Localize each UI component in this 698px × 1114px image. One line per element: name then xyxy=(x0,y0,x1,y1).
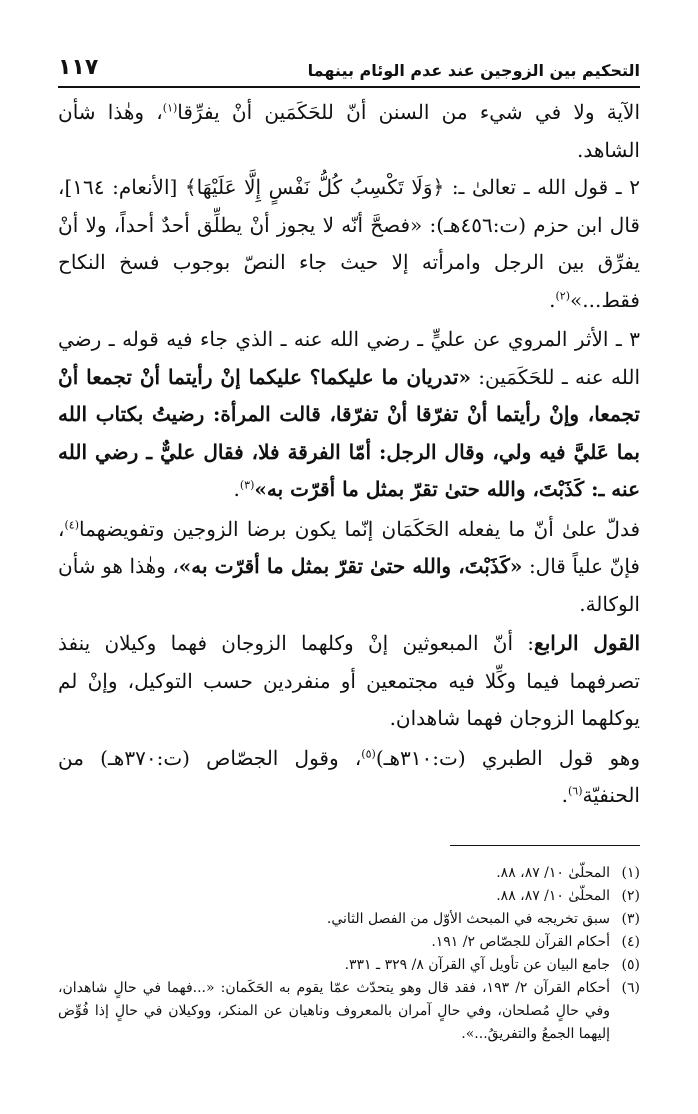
footnote-ref: (٢) xyxy=(555,288,571,302)
footnote: (١) المحلّىٰ ١٠/ ٨٧، ٨٨. xyxy=(496,864,640,881)
paragraph-1: الآية ولا في شيء من السنن أنّ للحَكَمَين أنْ يفرِّقا$^{(١)}$، وهٰذا شأن الشاهد. xyxy=(58,100,640,162)
footnote-ref: (١) xyxy=(162,101,178,115)
paragraph-4: فدلّ علىٰ أنّ ما يفعله الحَكَمَان إنّما يكون برضا الزوجين وتفويضهما$^{(٤)}$، فإنّ علياً قال: «كَذَبْتَ، والله حتىٰ تقرّ بمثل ما أقرّت به»، وهٰذا هو شأن الوكالة. xyxy=(58,516,640,616)
header-rule xyxy=(58,86,640,88)
running-title: التحكيم بين الزوجين عند عدم الوئام بينهما xyxy=(307,61,640,80)
footnotes xyxy=(58,862,640,1046)
footnote: (٥) جامع البيان عن تأويل آي القرآن ٨/ ٣٢٩ ـ ٣٣١. xyxy=(344,956,640,973)
footnote-ref: (٥) xyxy=(361,746,376,760)
quoted-athar: «كَذَبْتَ، والله حتىٰ تقرّ بمثل ما أقرّت به» xyxy=(178,554,523,578)
footnote: (٣) سبق تخريجه في المبحث الأوّل من الفصل الثاني. xyxy=(326,910,640,927)
footnote: (٤) أحكام القرآن للجصّاص ٢/ ١٩١. xyxy=(431,933,640,950)
main-text xyxy=(58,94,640,815)
page-header xyxy=(58,52,640,80)
quoted-athar: «تدريان ما عليكما؟ عليكما إنْ رأيتما أنْ تجمعا أنْ تجمعا، وإنْ رأيتما أنْ تفرّقا أنْ تفرّقا، قالت المرأة: رضيتُ بكتاب الله بما عَليَّ فيه ولي، وقال الرجل: أمّا الفرقة فلا، فقال عليٌّ ـ رضي الله عنه ـ: كَذَبْتَ، والله حتىٰ تقرّ بمثل ما أقرّت به» xyxy=(58,364,640,501)
footnote-ref: (٦) xyxy=(568,784,583,798)
footnote-ref: (٤) xyxy=(64,517,79,531)
paragraph-2: ٢ ـ قول الله ـ تعالىٰ ـ: ﴿وَلَا تَكْسِبُ كُلُّ نَفْسٍ إِلَّا عَلَيْهَا﴾ [الأنعام: ١٦٤]، قال ابن حزم (ت:٤٥٦هـ): «فصحَّ أنّه لا يجوز أنْ يطلِّق أحدٌ أحداً، ولا أنْ يفرِّق بين الرجل وامرأته إلا حيث جاء النصّ بوجوب فسخ النكاح فقط...»$^{(٢)}$. xyxy=(58,175,640,312)
paragraph-3: ٣ ـ الأثر المروي عن عليٍّ ـ رضي الله عنه ـ الذي جاء فيه قوله ـ رضي الله عنه ـ للحَكَمَين: «تدريان ما عليكما؟ عليكما إنْ رأيتما أنْ تجمعا أنْ تجمعا، وإنْ رأيتما أنْ تفرّقا أنْ تفرّقا، قالت المرأة: رضيتُ بكتاب الله بما عَليَّ فيه ولي، وقال الرجل: أمّا الفرقة فلا، فقال عليٌّ ـ رضي الله عنه ـ: كَذَبْتَ، والله حتىٰ تقرّ بمثل ما أقرّت به»$^{(٣)}$. xyxy=(58,327,640,501)
paragraph-5: القول الرابع: أنّ المبعوثين إنْ وكلهما الزوجان فهما وكيلان ينفذ تصرفهما فيما وكِّلا فيه مجتمعين أو منفردين حسب التوكيل، وإنْ لم يوكلهما الزوجان فهما شاهدان. xyxy=(58,631,641,730)
book-page xyxy=(58,52,640,1046)
footnote-separator xyxy=(450,845,640,846)
footnote: (٦) أحكام القرآن ٢/ ١٩٣، فقد قال وهو يتحدّث عمّا يقوم به الحَكَمان: «...فهما في حالٍ شاهدان، وفي حالٍ مُصلحان، وفي حالٍ آمران بالمعروف وناهيان عن المنكر، ووكيلان في حالٍ إذا فُوِّض إليهما الجمعُ والتفريقُ...». xyxy=(58,979,640,1042)
page-number: ١١٧ xyxy=(58,55,99,80)
footnote-ref: (٣) xyxy=(239,478,255,492)
paragraph-6: وهو قول الطبري (ت:٣١٠هـ)$^{(٥)}$، وقول الجصّاص (ت:٣٧٠هـ) من الحنفيّة$^{(٦)}$. xyxy=(58,745,640,807)
footnote: (٢) المحلّىٰ ١٠/ ٨٧، ٨٨. xyxy=(496,887,640,904)
section-label: القول الرابع xyxy=(534,631,640,655)
